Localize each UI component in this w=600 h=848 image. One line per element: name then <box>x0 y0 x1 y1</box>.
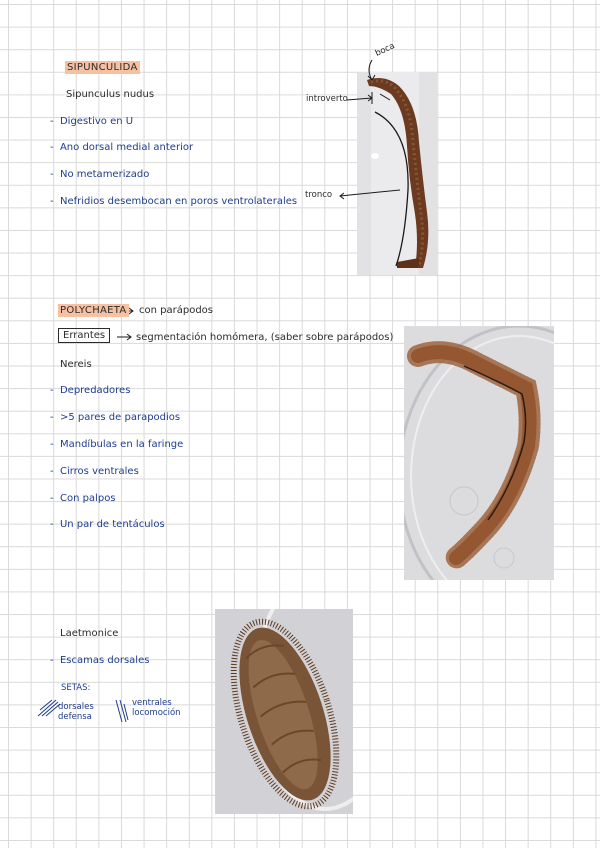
polychaeta-bullet-4: - Cirros ventrales <box>50 466 139 477</box>
setas-label: SETAS: <box>61 683 91 693</box>
polychaeta-bullet-2: - >5 pares de parapodios <box>50 412 181 423</box>
laetmonice-photo <box>215 609 353 814</box>
sipunculida-bullet-3: - No metamerizado <box>50 169 150 180</box>
label-introverto: introverto <box>306 94 348 104</box>
sipunculida-bullet-2: - Ano dorsal medial anterior <box>50 142 194 153</box>
sipunculida-bullet-1: - Digestivo en U <box>50 116 134 127</box>
polychaeta-bullet-6: - Un par de tentáculos <box>50 519 165 530</box>
polychaeta-bullet-3: - Mandíbulas en la faringe <box>50 439 184 450</box>
polychaeta-bullet-1: - Depredadores <box>50 385 131 396</box>
setas-ventral: ventrales locomoción <box>132 698 181 718</box>
laetmonice-species: Laetmonice <box>60 628 119 639</box>
sipunculida-species: Sipunculus nudus <box>66 89 155 100</box>
label-tronco: tronco <box>305 190 333 200</box>
label-boca: boca <box>373 41 397 59</box>
polychaeta-title-suffix: con parápodos <box>139 305 213 316</box>
sipunculus-photo <box>357 72 437 275</box>
sipunculida-bullet-4: - Nefridios desembocan en poros ventrolaterales <box>50 196 298 207</box>
nereis-species: Nereis <box>60 359 92 370</box>
laetmonice-bullet-1: - Escamas dorsales <box>50 655 150 666</box>
nereis-photo <box>404 326 554 580</box>
setas-dorsal: dorsales defensa <box>58 702 94 722</box>
errantes-label: Errantes <box>58 331 110 341</box>
sipunculida-heading: SIPUNCULIDA <box>67 62 138 73</box>
polychaeta-bullet-5: - Con palpos <box>50 493 116 504</box>
polychaeta-heading: POLYCHAETA <box>60 305 127 316</box>
errantes-note: segmentación homómera, (saber sobre parápodos) <box>136 332 394 343</box>
